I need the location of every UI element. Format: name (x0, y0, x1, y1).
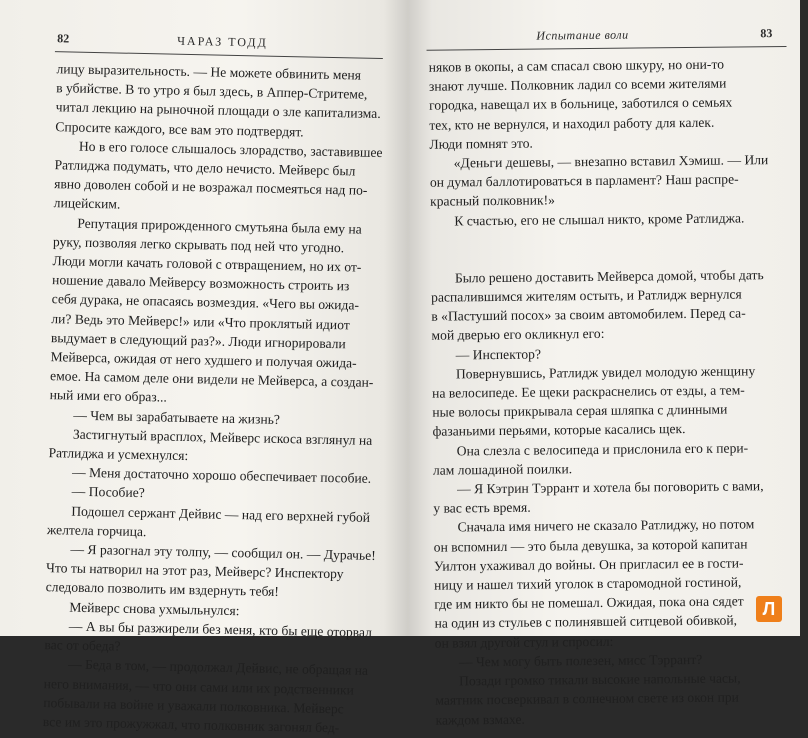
text-line: Застигнутый врасплох, Мейверс искоса взглянул на (72, 426, 373, 448)
text-line: маятник посверкивал в солнечном свете из окон при (435, 689, 739, 708)
text-line: ный ими его образ... (49, 387, 168, 406)
text-line: ли? Ведь это Мейверс!» или «Что проклятый идиот (51, 310, 350, 333)
text-line: няков в окопы, а сам спасал свою шкуру, но они-то (428, 56, 725, 75)
text-line: каждом взмахе. (435, 711, 525, 728)
text-line: руку, позволяя легко скрывать под ней что угодно. (52, 233, 345, 256)
text-line: ношение давало Мейверсу возможность строить из (51, 272, 350, 294)
text-line: — Беда в том, — продолжал Дейвис, не обращая на (67, 656, 369, 679)
text-line: лицу выразительность. — Не можете обвинить меня (56, 61, 362, 83)
text-line: Ратлиджа подумать, что дело нечисто. Мейверс был (54, 157, 356, 179)
text-line: Позади громко тикали высокие напольные часы, (459, 670, 741, 689)
left-page-number: 82 (57, 31, 70, 46)
text-line: Ратлиджа и усмехнулся: (48, 445, 189, 464)
text-line: распалившимся жителям остыть, и Ратлидж вернулся (431, 286, 742, 305)
text-line: следовало позволить им вздернуть тебя! (45, 579, 280, 600)
text-line: он думал баллотироваться в парламент? Наш распре- (429, 171, 739, 190)
text-line: Люди могли качать головой с отвращением, но их от- (52, 253, 362, 275)
text-line: Сначала имя ничего не сказало Ратлиджу, но потом (457, 516, 755, 535)
right-page (400, 0, 807, 728)
text-line: Спросите каждого, все вам это подтвердят. (55, 118, 304, 139)
text-line: Репутация прирожденного смутьяна была ему на (77, 215, 362, 237)
text-line: Было решено доставить Мейверса домой, чтобы дать (454, 267, 764, 286)
text-line: — Я Кэтрин Тэррант и хотела бы поговорить с вами, (457, 478, 764, 497)
text-line: в убийстве. В то утро я был здесь, в Аппер-Стритеме, (56, 80, 368, 102)
right-body-text (429, 54, 788, 729)
text-line: вас от обеда? (44, 637, 121, 654)
text-line: читал лекцию на рыночной площади о зле капитализма. (55, 99, 381, 122)
text-line: у вас есть время. (433, 499, 531, 516)
right-page-number: 83 (760, 26, 773, 41)
text-line: мой дверью его окликнул его: (431, 326, 605, 344)
text-line: лицейским. (53, 195, 121, 212)
text-line: Уилтон ухаживал до войны. Он пригласил ее в гости- (433, 555, 744, 574)
text-line: выдумает в следующий раз?». Люди игнорировали (50, 329, 346, 352)
left-header-rule (55, 51, 383, 59)
text-line: себя дурака, не опасаясь возмездия. «Чего вы ожида- (51, 291, 360, 314)
text-line: К счастью, его не слышал никто, кроме Ратлиджа. (454, 210, 745, 229)
text-line: в «Пастуший посох» за своим автомобилем. Перед са- (431, 305, 746, 324)
left-body-text (43, 59, 389, 738)
right-running-head: Испытание воли (536, 27, 629, 43)
text-line: на один из стульев с полинявшей ситцевой обивкой, (434, 612, 738, 632)
text-line: побывали на войне и уважали полковника. Мейверс (43, 694, 344, 717)
text-line: желтела горчица. (46, 521, 147, 540)
text-line: Мейверса, ожидая от него худшего и получая ожида- (50, 349, 357, 371)
text-line: фазаньими перьями, которые касались щек. (432, 421, 686, 440)
text-line: он вспомнил — это была девушка, за которой капитан (433, 536, 748, 555)
text-line: ные волосы прикрывала серая шляпка с длинными (432, 401, 728, 420)
text-line: на велосипеде. Ее щеки раскраснелись от езды, а тем- (432, 382, 745, 401)
text-line: Подошел сержант Дейвис — над его верхней губой (71, 503, 371, 525)
text-line: емое. На самом деле они видели не Мейверса, а создан- (49, 368, 374, 391)
text-line: все им это прожужжал, что полковник загонял бед- (42, 713, 340, 736)
text-line: Мейверс снова ухмыльнулся: (69, 599, 240, 618)
text-line: Повернувшись, Ратлидж увидел молодую женщину (455, 363, 756, 382)
text-line: явно доволен собой и не возражал посмеяться над по- (54, 176, 368, 198)
text-line: Что ты натворил на этот раз, Мейверс? Инспектору (45, 560, 344, 582)
left-page (0, 0, 400, 736)
text-line: Она слезла с велосипеда и прислонила его к пери- (456, 440, 749, 459)
text-line: — Пособие? (71, 484, 145, 501)
text-line: — Чем вы зарабатываете на жизнь? (73, 407, 281, 427)
right-header-rule (427, 46, 787, 51)
text-line: — Меня достаточно хорошо обеспечивает пособие. (71, 464, 372, 487)
text-line: Но в его голосе слышалось злорадство, заставившее (78, 138, 383, 160)
text-line: «Деньги дешевы, — внезапно вставил Хэмиш. — Или (453, 152, 769, 171)
text-line: Люди помнят это. (429, 135, 533, 152)
text-line: лам лошадиной поилки. (432, 461, 573, 478)
left-running-head: ЧАРАЗ ТОДД (177, 33, 268, 50)
text-line: знают лучше. Полковник ладил со всеми жителями (428, 75, 727, 94)
text-line: — А вы бы разжирели без меня, кто бы еще оторвал (68, 618, 373, 640)
text-line: тех, кто не вернулся, и находил работу для калек. (429, 114, 715, 133)
publisher-logo-icon: Л (756, 596, 782, 622)
text-line: него внимания, — что они сами или их родственники (43, 675, 355, 698)
text-line: ницу и нашел тихий уголок в старомодной гостиной, (434, 574, 742, 593)
text-line: — Чем могу быть полезен, мисс Тэррант? (458, 651, 703, 670)
text-line: — Я разогнал эту толпу, — сообщил он. — Дурачье! (70, 541, 376, 564)
text-line: он взял другой стул и спросил: (434, 633, 614, 651)
text-line: где им никто бы не помешал. Ожидая, пока она сядет (434, 593, 744, 612)
text-line: городка, навещал их в больнице, заботился о семьях (429, 94, 733, 114)
text-line: красный полковник!» (430, 192, 556, 210)
text-line: — Инспектор? (455, 346, 542, 363)
